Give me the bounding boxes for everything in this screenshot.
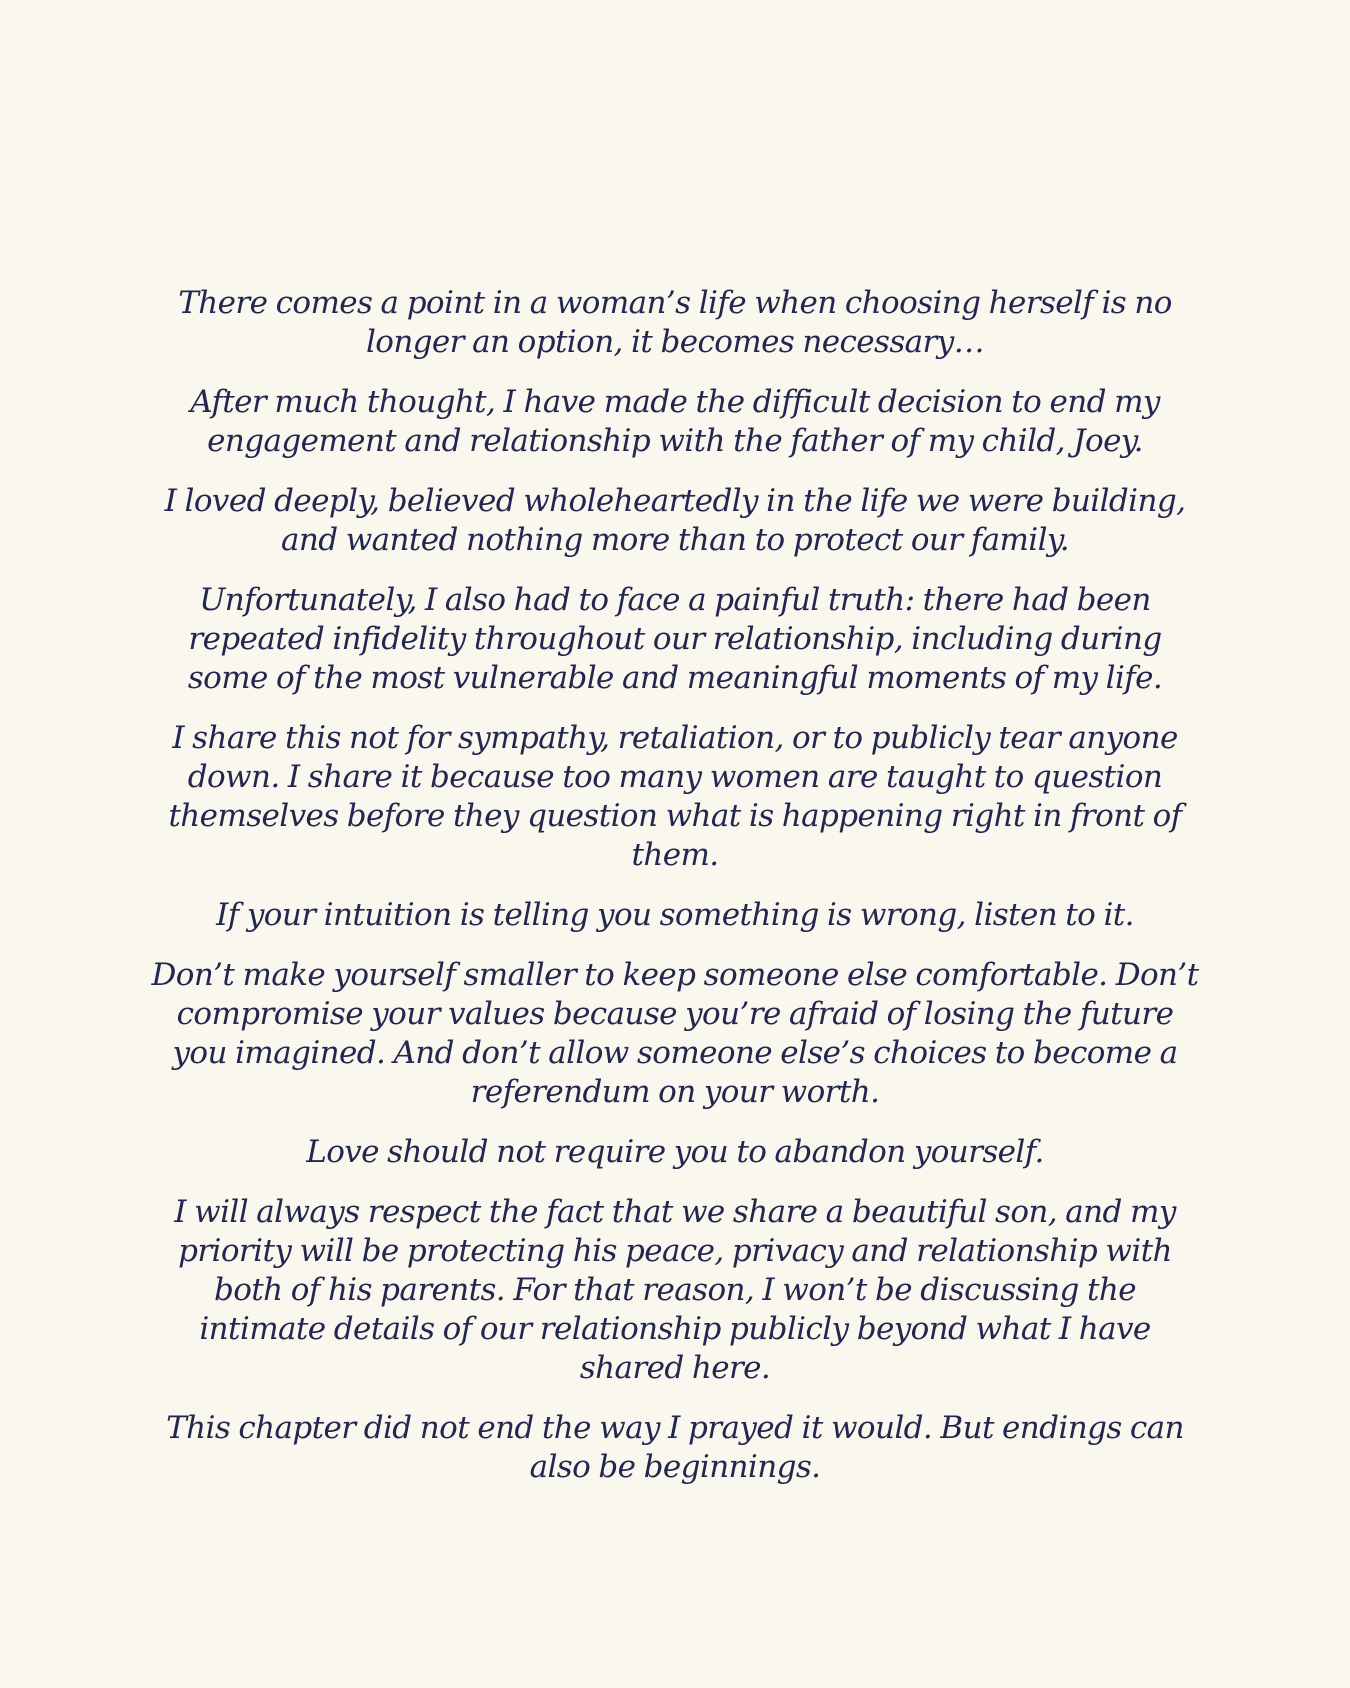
paragraph-2: After much thought, I have made the difficult decision to end my engagement and relationship with the father of my child, Joey. xyxy=(190,384,1160,459)
statement-text xyxy=(150,284,1200,1508)
paragraph-1: There comes a point in a woman’s life when choosing herself is no longer an option, it becomes necessary… xyxy=(178,285,1172,360)
paragraph-5: I share this not for sympathy, retaliation, or to publicly tear anyone down. I share it because too many women are taught to question themselves before they question what is happening right in front of them. xyxy=(168,720,1182,873)
paragraph-9: I will always respect the fact that we share a beautiful son, and my priority will be protecting his peace, privacy and relationship with both of his parents. For that reason, I won’t be discussing the intimate details of our relationship publicly beyond what I have shared here. xyxy=(174,1194,1176,1386)
paragraph-8: Love should not require you to abandon yourself. xyxy=(306,1134,1044,1170)
paragraph-3: I loved deeply, believed wholeheartedly in the life we were building, and wanted nothing more than to protect our family. xyxy=(164,483,1186,558)
paragraph-10: This chapter did not end the way I prayed it would. But endings can also be beginnings. xyxy=(166,1410,1184,1485)
paragraph-6: If your intuition is telling you something is wrong, listen to it. xyxy=(216,897,1134,933)
paragraph-7: Don’t make yourself smaller to keep someone else comfortable. Don’t compromise your values because you’re afraid of losing the future you imagined. And don’t allow someone else’s choices to become a referendum on your worth. xyxy=(151,957,1199,1110)
paragraph-4: Unfortunately, I also had to face a painful truth: there had been repeated infidelity throughout our relationship, including during some of the most vulnerable and meaningful moments of my life. xyxy=(187,582,1163,696)
